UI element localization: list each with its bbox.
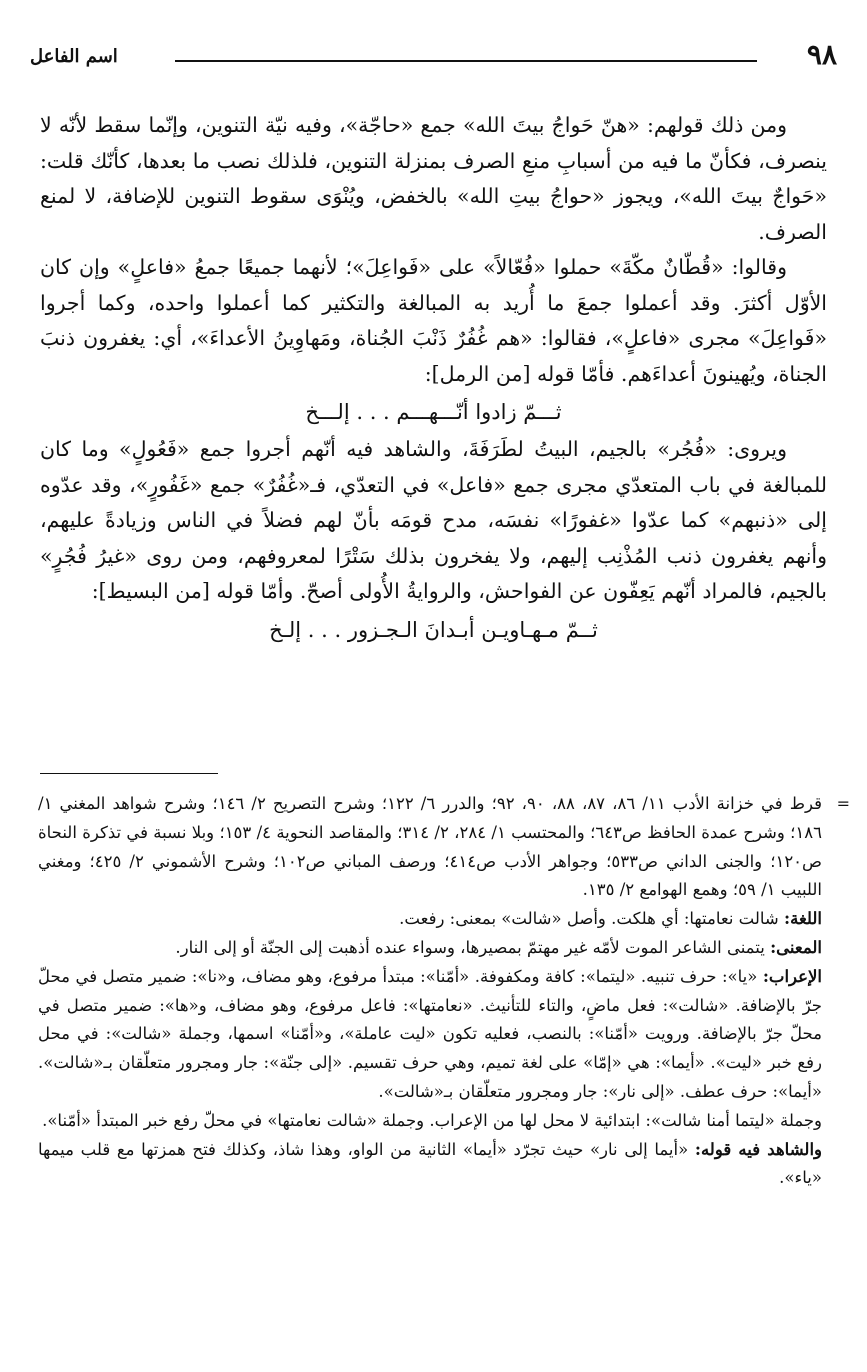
footnote-continuation-marker: = <box>836 794 850 813</box>
lugha-text: شالت نعامتها: أي هلكت. وأصل «شالت» بمعنى: رفعت. <box>399 909 779 929</box>
footnote-maana <box>38 934 822 963</box>
footnote-jumla: وجملة «ليتما أمنا شالت»: ابتدائية لا محل لها من الإعراب. وجملة «شالت نعامتها» في محلّ رفع خبر المبتدأ «أمّنا». <box>42 1110 822 1130</box>
footnote-irab <box>38 963 822 1107</box>
footnote-sources <box>38 790 850 905</box>
maana-text: يتمنى الشاعر الموت لأمّه غير مهتمّ بمصيرها، وسواء عنده أذهبت إلى الجنّة أو إلى النار. <box>175 937 765 957</box>
footnotes <box>38 790 850 1193</box>
irab-label: الإعراب: <box>762 966 822 986</box>
main-text <box>40 108 827 650</box>
page-number: ٩٨ <box>806 38 837 71</box>
lugha-label: اللغة: <box>784 909 822 929</box>
maana-label: المعنى: <box>770 937 822 957</box>
footnote-separator <box>40 773 218 774</box>
header-rule <box>175 60 757 62</box>
shahid-label: والشاهد فيه قوله: <box>694 1139 822 1159</box>
footnote-lugha <box>38 905 822 934</box>
paragraph-2: وقالوا: «قُطّانٌ مكّةَ» حملوا «فُعّالاً» على «فَواعِلَ»؛ لأنهما جميعًا جمعُ «فاعلٍ» وإن كان الأوّل أكثرَ. وقد أعملوا جمعَ ما أُريد به المبالغة والتكثير كما أعملوا واحده، وكما أجروا «فَواعِلَ» مجرى «فاعلٍ»، فقالوا: «هم غُفُرٌ ذَنْبَ الجُناة، ومَهاوِينُ الأعداءَ»، أي: يغفرون ذنبَ الجناة، ويُهينونَ أعداءَهم. فأمّا قوله [من الرمل]: <box>40 255 827 386</box>
shahid-text: «أيما إلى نار» حيث تجرّد «أيما» الثانية من الواو، وهذا شاذ، وكذلك فتح همزتها مع قلب ميمها «ياء». <box>38 1139 822 1188</box>
page-header <box>30 38 837 78</box>
paragraph-1: ومن ذلك قولهم: «هنّ حَواجُ بيتَ الله» جمع «حاجّة»، وفيه نيّة التنوين، وإنّما سقط لأنّه لا ينصرف، فكأنّ ما فيه من أسبابِ منعِ الصرف بمنزلة التنوين، فلذلك نصب ما بعدها، كأنّك قلت: «حَواجٌ بيتَ الله»، ويجوز «حواجُ بيتِ الله» بالخفض، ويُنْوَى سقوط التنوين للإضافة، لا لمنع الصرف. <box>40 113 827 244</box>
verse-1: ثـــمّ زادوا أنّـــهـــم . . . إلـــخ <box>305 400 562 424</box>
verse-2: ثــمّ مـهـاويـن أبـدانَ الـجـزور . . . إلـخ <box>269 617 598 642</box>
paragraph-3: ويروى: «فُجُر» بالجيم، البيتُ لطَرَفَةَ، والشاهد فيه أنّهم أجروا جمع «فَعُولٍ» وما كان للمبالغة في باب المتعدّي مجرى جمع «فاعل» في التعدّي، فـ«غُفُرٌ» جمع «غَفُورٍ»، وقد عدّوه إلى «ذنبهم» كما عدّوا «غفورًا» نفسَه، مدح قومَه بأنّ لهم فضلاً في الناس وزيادةً عليهم، وأنهم يغفرون ذنب المُذْنِب إليهم، ولا يفخرون بذلك سَتْرًا لمعروفهم، ومن روى «غيرُ فُجُرٍ» بالجيم، فالمراد أنّهم يَعِفّون عن الفواحش، والروايةُ الأُولى أصحّ. وأمّا قوله [من البسيط]: <box>40 437 827 603</box>
footnote-shahid <box>38 1136 822 1194</box>
running-title: اسم الفاعل <box>30 46 118 67</box>
footnote-sources-text: قرط في خزانة الأدب ١١/ ٨٦، ٨٧، ٨٨، ٩٠، ٩٢؛ والدرر ٦/ ١٢٢؛ وشرح التصريح ٢/ ١٤٦؛ وشرح شواهد المغني ١/ ١٨٦؛ وشرح عمدة الحافظ ص٦٤٣؛ والمحتسب ١/ ٢٨٤، ٢/ ٣١٤؛ والمقاصد النحوية ٤/ ١٥٣؛ وبلا نسبة في تذكرة النحاة ص١٢٠؛ والجنى الداني ص٥٣٣؛ وجواهر الأدب ص٤١٤؛ ورصف المباني ص١٠٢؛ وشرح الأشموني ٢/ ٤٢٥؛ ومغني اللبيب ١/ ٥٩؛ وهمع الهوامع ٢/ ١٣٥. <box>38 794 823 900</box>
irab-text: «يا»: حرف تنبيه. «ليتما»: كافة ومكفوفة. «أمّنا»: مبتدأ مرفوع، وهو مضاف، و«نا»: ضمير متصل في محلّ جرّ بالإضافة. «شالت»: فعل ماضٍ، والتاء للتأنيث. «نعامتها»: فاعل مرفوع، وهو مضاف، و«ها»: ضمير متصل في محلّ جرّ بالإضافة. ورويت «أمّنا»: بالنصب، فعليه تكون «ليت عاملة»، و«أمّنا» اسمها، وجملة «شالت»: في محل رفع خبر «ليت». «أيما»: هي «إمّا» على لغة تميم، وهي حرف تقسيم. «إلى جنّة»: جار ومجرور متعلّقان بـ«شالت». «أيما»: حرف عطف. «إلى نار»: جار ومجرور متعلّقان بـ«شالت». <box>38 966 822 1101</box>
